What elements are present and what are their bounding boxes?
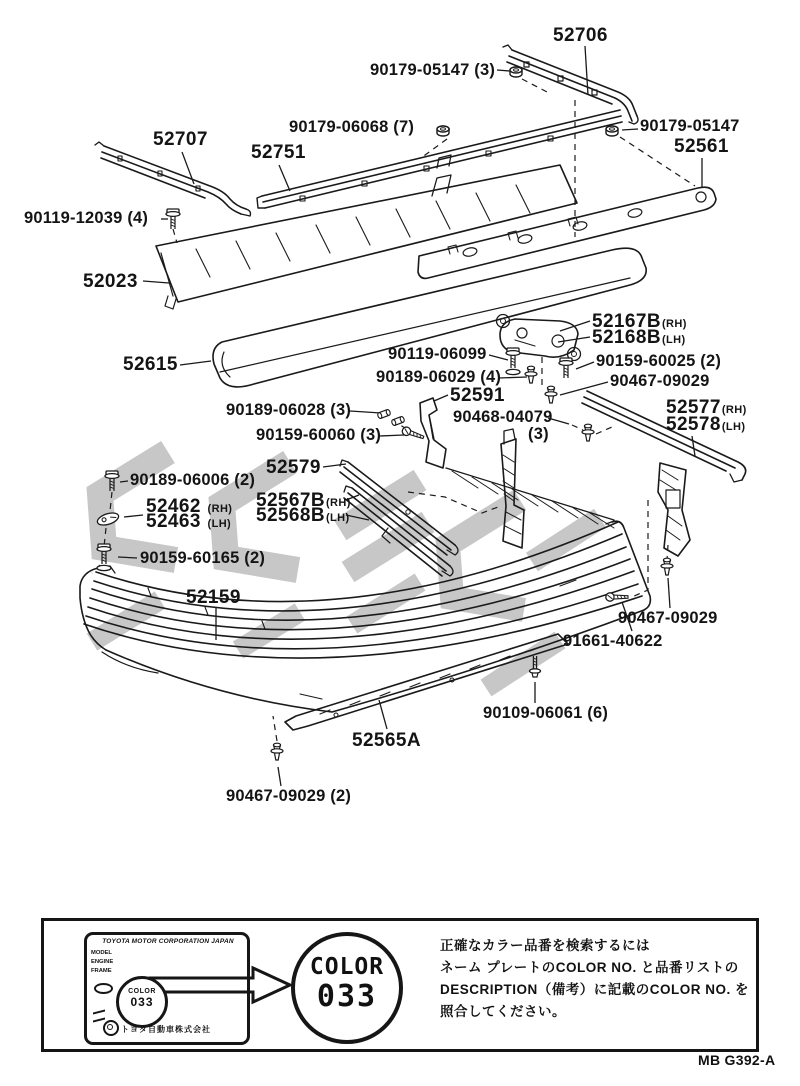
washer-icon [97, 565, 111, 570]
bolt-icon [559, 358, 573, 378]
part-label-52463: 52463 (LH) [146, 511, 232, 532]
part-label-52751: 52751 [251, 142, 306, 163]
part-label-90179-05147-3: 90179-05147 (3) [370, 61, 496, 79]
part-52561-arm-bar [418, 187, 716, 278]
part-52023-reinforcement [156, 165, 577, 309]
part-label-90468-04079: 90468-04079 [453, 408, 553, 426]
color-note-line: 照合してください。 [440, 1004, 566, 1019]
name-plate-color-label: COLOR [128, 988, 156, 995]
part-label-52706: 52706 [553, 25, 608, 46]
clip-icon [545, 386, 557, 403]
page-code: MB G392-A [698, 1052, 776, 1068]
part-label-90179-05147: 90179-05147 [640, 117, 740, 135]
part-label-52591: 52591 [450, 385, 505, 406]
name-plate-oval [94, 983, 113, 994]
name-plate-field-engine: ENGINE [91, 959, 114, 965]
part-label-90109-06061: 90109-06061 (6) [483, 704, 609, 722]
color-code-value: 033 [316, 979, 378, 1014]
part-label-52568b: 52568B(LH) [256, 505, 350, 526]
part-label-52462: 52462 (RH) [146, 496, 233, 517]
name-plate-color-circle [116, 976, 168, 1028]
name-plate-color-value: 033 [130, 995, 154, 1009]
name-plate-mark [93, 1018, 105, 1023]
screw-icon [401, 426, 425, 441]
grommet-icon [377, 409, 391, 419]
color-note-line: ネーム プレートのCOLOR NO. と品番リストの [440, 960, 739, 975]
color-note-line: DESCRIPTION（備考）に記載のCOLOR NO. を [440, 982, 750, 997]
part-label-52615: 52615 [123, 354, 178, 375]
part-label-90159-60165: 90159-60165 (2) [140, 549, 266, 567]
nut-icon [510, 67, 522, 77]
name-plate-field-model: MODEL [91, 950, 112, 956]
part-label-91661-40622: 91661-40622 [563, 632, 663, 650]
clip-icon [661, 558, 673, 575]
part-label-52167b: 52167B(RH) [592, 311, 687, 332]
name-plate-fields [91, 949, 113, 976]
nut-icon [606, 126, 618, 136]
screw-icon [606, 593, 628, 601]
part-label-52707: 52707 [153, 129, 208, 150]
part-52591-bracket [420, 398, 446, 468]
color-code-circle [291, 932, 403, 1044]
part-label-90467-09029-top: 90467-09029 [610, 372, 710, 390]
part-label-90467-09029-bottom: 90467-09029 (2) [226, 787, 352, 805]
part-label-90189-06029: 90189-06029 (4) [376, 368, 502, 386]
fasteners [97, 67, 673, 760]
part-label-52579: 52579 [266, 457, 321, 478]
part-label-90189-06028: 90189-06028 (3) [226, 401, 352, 419]
part-label-90119-12039: 90119-12039 (4) [24, 209, 149, 227]
part-label-52577: 52577(RH) [666, 397, 747, 418]
name-plate [84, 932, 250, 1045]
part-label-52578: 52578(LH) [666, 414, 746, 435]
clip-icon [525, 366, 537, 383]
part-52706-molding [503, 45, 638, 124]
bolt-icon [506, 348, 520, 368]
part-label-52168b: 52168B(LH) [592, 327, 686, 348]
part-label-52023: 52023 [83, 271, 138, 292]
part-label-90119-06099: 90119-06099 [388, 345, 487, 363]
part-label-90159-60060: 90159-60060 (3) [256, 426, 382, 444]
part-label-90189-06006: 90189-06006 (2) [130, 471, 256, 489]
part-label-90468-04079-qty: (3) [528, 425, 549, 443]
part-label-52561: 52561 [674, 136, 729, 157]
part-label-90467-09029-right: 90467-09029 [618, 609, 718, 627]
color-note-text [440, 935, 749, 1023]
part-label-52567b: 52567B(RH) [256, 490, 351, 511]
part-label-90179-06068: 90179-06068 (7) [289, 118, 415, 136]
nut-icon [437, 126, 449, 136]
part-label-90159-60025: 90159-60025 (2) [596, 352, 722, 370]
part-label-52565a: 52565A [352, 730, 421, 751]
name-plate-mark [93, 1010, 105, 1015]
clip-icon [582, 424, 594, 441]
washer-icon [506, 369, 520, 374]
name-plate-field-frame: FRAME [91, 968, 112, 974]
part-52615-pad [213, 248, 646, 387]
name-plate-footer: トヨタ自動車株式会社 [121, 1025, 211, 1034]
leader-lines [118, 46, 702, 786]
name-plate-title: TOYOTA MOTOR CORPORATION JAPAN [102, 938, 234, 945]
color-code-label: COLOR [309, 954, 385, 980]
toyota-logo-icon [103, 1020, 119, 1036]
color-reference-panel [41, 918, 759, 1052]
grommet-icon [391, 416, 405, 426]
color-note-line: 正確なカラー品番を検索するには [440, 938, 650, 953]
bolt-icon [166, 209, 180, 229]
clip-icon [271, 743, 283, 760]
part-label-52159: 52159 [186, 587, 241, 608]
part-52707-molding [95, 142, 251, 216]
